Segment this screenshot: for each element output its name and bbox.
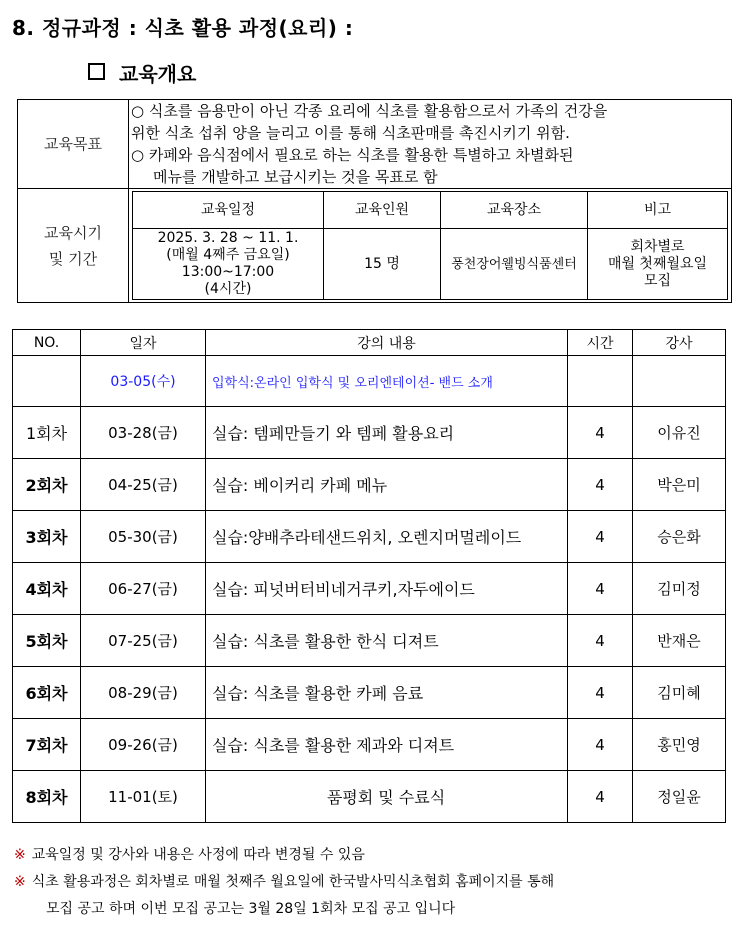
row-no: 5회차 [13, 615, 81, 667]
table-row [13, 563, 726, 615]
schedule-line: 13:00~17:00 [181, 264, 275, 280]
goal-label: 교육목표 [18, 100, 129, 189]
goal-line: 위한 식초 섭취 양을 늘리고 이를 통해 식초판매를 촉진시키기 위함. [131, 124, 570, 142]
page-title: 8. 정규과정 : 식초 활용 과정(요리) : [12, 16, 354, 40]
table-row [13, 615, 726, 667]
header-teacher: 강사 [633, 330, 726, 356]
reference-mark-icon: ※ [14, 874, 26, 890]
row-date: 07-25(금) [81, 615, 206, 667]
row-teacher: 박은미 [633, 459, 726, 511]
schedule-table [12, 329, 726, 823]
schedule-text-cell [133, 229, 324, 300]
row-teacher: 김미정 [633, 563, 726, 615]
header-no: NO. [13, 330, 81, 356]
row-content: 실습: 식초를 활용한 제과와 디져트 [206, 719, 568, 771]
place-cell: 풍천장어웰빙식품센터 [441, 229, 588, 300]
schedule-line: (매월 4째주 금요일) [166, 247, 290, 263]
row-no: 8회차 [13, 771, 81, 823]
note-line: 매월 첫째월요일 [607, 255, 708, 272]
note-cell [588, 229, 728, 300]
row-date: 03-05(수) [81, 356, 206, 407]
table-row [13, 511, 726, 563]
row-no: 1회차 [13, 407, 81, 459]
row-teacher: 정일윤 [633, 771, 726, 823]
row-date: 04-25(금) [81, 459, 206, 511]
row-content: 실습: 식초를 활용한 카페 음료 [206, 667, 568, 719]
note-line: 모집 [643, 272, 672, 289]
goal-line: ○ 카페와 음식점에서 필요로 하는 식초를 활용한 특별하고 차별화된 [131, 146, 574, 164]
people-cell: 15 명 [324, 229, 441, 300]
row-hours: 4 [568, 719, 633, 771]
note-text: 교육일정 및 강사와 내용은 사정에 따라 변경될 수 있음 [31, 847, 365, 863]
table-row [13, 356, 726, 407]
row-no [13, 356, 81, 407]
table-row [13, 407, 726, 459]
row-no: 6회차 [13, 667, 81, 719]
row-hours: 4 [568, 667, 633, 719]
schedule-header-row [13, 330, 726, 356]
note-3: 모집 공고 하며 이번 모집 공고는 3월 28일 1회차 모집 공고 입니다 [46, 901, 456, 917]
row-date: 08-29(금) [81, 667, 206, 719]
row-hours: 4 [568, 459, 633, 511]
row-content: 품평회 및 수료식 [206, 771, 568, 823]
period-cell [129, 189, 732, 303]
row-content: 입학식:온라인 입학식 및 오리엔테이션- 밴드 소개 [206, 356, 568, 407]
row-teacher: 이유진 [633, 407, 726, 459]
row-hours: 4 [568, 771, 633, 823]
row-date: 06-27(금) [81, 563, 206, 615]
period-inner-table [132, 191, 728, 300]
row-date: 09-26(금) [81, 719, 206, 771]
table-row [13, 459, 726, 511]
row-hours: 4 [568, 615, 633, 667]
goal-line: ○ 식초를 음용만이 아닌 각종 요리에 식초를 활용함으로서 가족의 건강을 [131, 102, 608, 120]
note-1 [14, 842, 554, 869]
table-row [13, 771, 726, 823]
table-row [13, 667, 726, 719]
row-no: 4회차 [13, 563, 81, 615]
header-date: 일자 [81, 330, 206, 356]
row-teacher: 반재은 [633, 615, 726, 667]
row-date: 11-01(토) [81, 771, 206, 823]
period-label-text: 교육시기 및 기간 [44, 223, 102, 268]
table-row [13, 719, 726, 771]
header-content: 강의 내용 [206, 330, 568, 356]
note-line: 회차별로 [630, 238, 685, 255]
inner-header: 교육인원 [324, 192, 441, 229]
reference-mark-icon: ※ [14, 847, 26, 863]
schedule-line: (4시간) [204, 281, 252, 297]
row-content: 실습: 베이커리 카페 메뉴 [206, 459, 568, 511]
note-text: 식초 활용과정은 회차별로 매월 첫째주 월요일에 한국발사믹식초협회 홈페이지를 통해 [31, 874, 555, 890]
row-teacher: 승은화 [633, 511, 726, 563]
row-content: 실습:양배추라테샌드위치, 오렌지머멀레이드 [206, 511, 568, 563]
checkbox-square-icon [88, 63, 105, 80]
row-content: 실습: 템페만들기 와 템페 활용요리 [206, 407, 568, 459]
row-hours [568, 356, 633, 407]
notes [14, 842, 554, 923]
goal-line: 메뉴를 개발하고 보급시키는 것을 목표로 함 [153, 168, 438, 186]
row-no: 7회차 [13, 719, 81, 771]
overview-table [17, 99, 732, 303]
inner-header: 교육일정 [133, 192, 324, 229]
section-title [88, 58, 196, 87]
row-hours: 4 [568, 511, 633, 563]
row-date: 03-28(금) [81, 407, 206, 459]
row-teacher: 홍민영 [633, 719, 726, 771]
row-content: 실습: 피넛버터비네거쿠키,자두에이드 [206, 563, 568, 615]
inner-header: 교육장소 [441, 192, 588, 229]
period-label [18, 189, 129, 303]
header-hours: 시간 [568, 330, 633, 356]
row-hours: 4 [568, 563, 633, 615]
section-title-text: 교육개요 [119, 62, 197, 86]
row-date: 05-30(금) [81, 511, 206, 563]
schedule-line: 2025. 3. 28 ~ 11. 1. [157, 230, 299, 246]
row-teacher [633, 356, 726, 407]
row-no: 3회차 [13, 511, 81, 563]
note-2 [14, 869, 554, 896]
inner-header: 비고 [588, 192, 728, 229]
row-hours: 4 [568, 407, 633, 459]
goal-text [129, 100, 732, 189]
row-teacher: 김미혜 [633, 667, 726, 719]
row-no: 2회차 [13, 459, 81, 511]
row-content: 실습: 식초를 활용한 한식 디져트 [206, 615, 568, 667]
